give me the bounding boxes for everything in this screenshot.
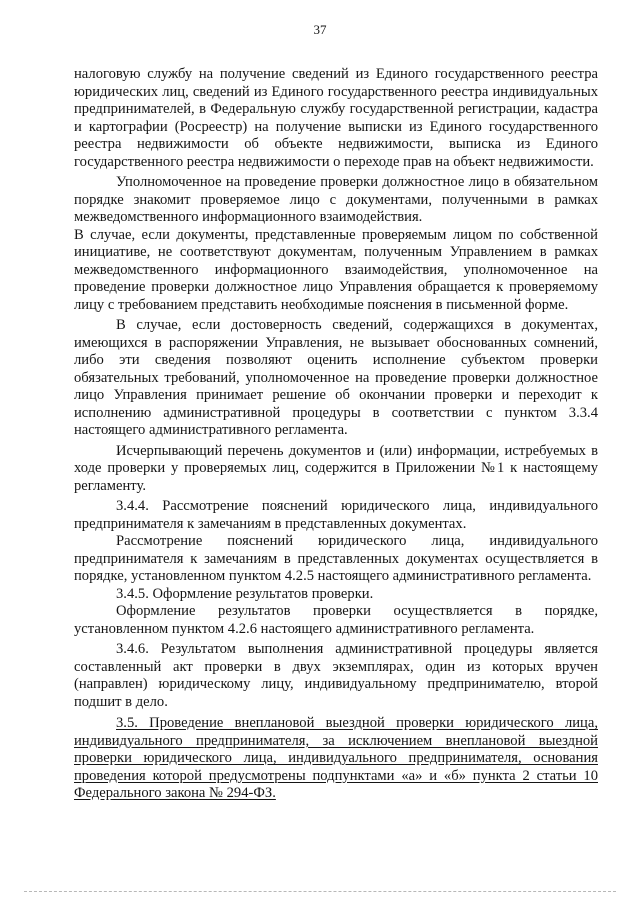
document-body [74, 66, 598, 803]
paragraph-acquaint-with-documents: Уполномоченное на проведение проверки должностное лицо в обязательном порядке знакомит проверяемое лицо с документами, полученными в рамках межведомственного информационного взаимодействия. [74, 174, 598, 225]
paragraph-section-3-4-5: 3.4.5. Оформление результатов проверки. [116, 585, 374, 602]
paragraph-list-of-documents: Исчерпывающий перечень документов и (или) информации, истребуемых в ходе проверки у проверяемых лиц, содержится в Приложении №1 к настоящему регламенту. [74, 442, 598, 494]
paragraph-section-3-4-4: 3.4.4. Рассмотрение пояснений юридического лица, индивидуального предпринимателя к замечаниям в представленных документах. [74, 498, 598, 532]
page-bottom-edge-divider [24, 891, 616, 892]
page-number: 37 [313, 22, 327, 37]
paragraph-document-mismatch: В случае, если документы, представленные проверяемым лицом по собственной инициативе, не соответствуют документам, полученным Управлением в рамках межведомственного информационного взаимодействия, уполномоченное на проведение проверки должностное лицо Управления обращается к проверяемому лицу с требованием представить необходимые пояснения в письменной форме. [74, 226, 598, 313]
paragraph-results-registration: Оформление результатов проверки осуществляется в порядке, установленном пунктом 4.2.6 настоящего административного регламента. [74, 603, 598, 637]
paragraph-review-of-explanations: Рассмотрение пояснений юридического лица, индивидуального предпринимателя к замечаниям в представленных документах осуществляется в порядке, установленном пунктом 4.2.5 настоящего административного регламента. [74, 533, 598, 584]
paragraph-section-3-4-6: 3.4.6. Результатом выполнения административной процедуры является составленный акт проверки в двух экземплярах, один из которых вручен (направлен) юридическому лицу, индивидуальному предпринимателю, второй подшит в дело. [74, 641, 598, 710]
section-heading-3-5: 3.5. Проведение внеплановой выездной проверки юридического лица, индивидуального предпринимателя, за исключением внеплановой выездной проверки юридического лица, индивидуального предпринимателя, основания проведения которой предусмотрены подпунктами «а» и «б» пункта 2 статьи 10 Федерального закона № 294-ФЗ. [74, 715, 598, 801]
paragraph-tax-service-request: налоговую службу на получение сведений из Единого государственного реестра юридических лиц, сведений из Единого государственного реестра индивидуальных предпринимателей, в Федеральную службу государственной регистрации, кадастра и картографии (Росреестр) на получение выписки из Единого государственного реестра недвижимости об объекте недвижимости, выписка из Единого государственного реестра недвижимости о переходе прав на объект недвижимости. [74, 66, 598, 170]
paragraph-reliability-of-information: В случае, если достоверность сведений, содержащихся в документах, имеющихся в распоряжении Управления, не вызывает обоснованных сомнений, либо эти сведения позволяют оценить исполнение субъектом проверки обязательных требований, уполномоченное на проведение проверки должностное лицо Управления принимает решение об окончании проверки и переходит к исполнению административной процедуры в соответствии с пунктом 3.3.4 настоящего административного регламента. [74, 317, 598, 438]
